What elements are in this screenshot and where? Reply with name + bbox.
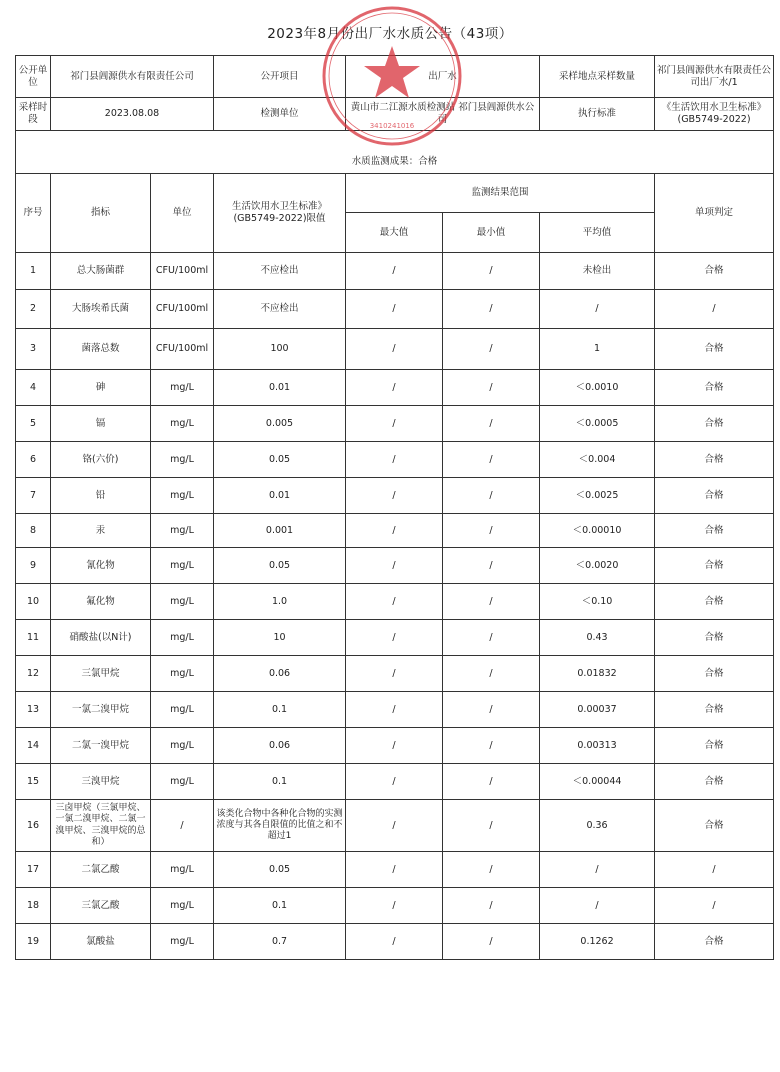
- cell-min: /: [443, 764, 540, 800]
- cell-unit: mg/L: [151, 620, 214, 656]
- cell-max: /: [346, 442, 443, 478]
- cell-no: 1: [16, 253, 51, 290]
- table-row: [16, 764, 774, 800]
- cell-verdict: 合格: [655, 514, 774, 548]
- cell-avg: 未检出: [540, 253, 655, 290]
- cell-verdict: 合格: [655, 584, 774, 620]
- cell-name: 三氯乙酸: [51, 888, 151, 924]
- cell-limit: 10: [214, 620, 346, 656]
- cell-min: /: [443, 924, 540, 960]
- col-range: 监测结果范围: [346, 174, 655, 213]
- cell-min: /: [443, 800, 540, 852]
- cell-verdict: 合格: [655, 800, 774, 852]
- cell-min: /: [443, 442, 540, 478]
- col-unit: 单位: [151, 174, 214, 253]
- cell-max: /: [346, 478, 443, 514]
- cell-min: /: [443, 584, 540, 620]
- cell-unit: mg/L: [151, 888, 214, 924]
- cell-no: 19: [16, 924, 51, 960]
- cell-avg: 0.36: [540, 800, 655, 852]
- cell-no: 18: [16, 888, 51, 924]
- cell-min: /: [443, 656, 540, 692]
- cell-no: 13: [16, 692, 51, 728]
- cell-avg: ＜0.0005: [540, 406, 655, 442]
- cell-limit: 100: [214, 329, 346, 370]
- cell-verdict: /: [655, 888, 774, 924]
- cell-unit: mg/L: [151, 370, 214, 406]
- cell-limit: 0.01: [214, 478, 346, 514]
- cell-unit: CFU/100ml: [151, 329, 214, 370]
- cell-unit: mg/L: [151, 852, 214, 888]
- cell-max: /: [346, 924, 443, 960]
- cell-name: 三氯甲烷: [51, 656, 151, 692]
- cell-name: 二氯乙酸: [51, 852, 151, 888]
- col-no: 序号: [16, 174, 51, 253]
- cell-name: 砷: [51, 370, 151, 406]
- cell-max: /: [346, 728, 443, 764]
- cell-avg: ＜0.0020: [540, 548, 655, 584]
- cell-max: /: [346, 692, 443, 728]
- cell-avg: 1: [540, 329, 655, 370]
- cell-limit: 0.005: [214, 406, 346, 442]
- cell-min: /: [443, 888, 540, 924]
- cell-min: /: [443, 370, 540, 406]
- cell-min: /: [443, 290, 540, 329]
- table-row: [16, 852, 774, 888]
- cell-min: /: [443, 478, 540, 514]
- unit-value: 祁门县阊源供水有限责任公司: [51, 56, 214, 98]
- cell-unit: mg/L: [151, 924, 214, 960]
- cell-max: /: [346, 548, 443, 584]
- cell-max: /: [346, 406, 443, 442]
- cell-avg: ＜0.00010: [540, 514, 655, 548]
- svg-text:3410241016: 3410241016: [369, 122, 415, 130]
- cell-unit: /: [151, 800, 214, 852]
- cell-limit: 不应检出: [214, 290, 346, 329]
- cell-name: 三卤甲烷（三氯甲烷、一氯二溴甲烷、二氯一溴甲烷、三溴甲烷的总和）: [51, 800, 151, 852]
- cell-avg: /: [540, 888, 655, 924]
- cell-max: /: [346, 370, 443, 406]
- cell-limit: 0.05: [214, 548, 346, 584]
- cell-name: 总大肠菌群: [51, 253, 151, 290]
- cell-verdict: 合格: [655, 656, 774, 692]
- cell-no: 11: [16, 620, 51, 656]
- cell-max: /: [346, 620, 443, 656]
- standard-value: 《生活饮用水卫生标准》(GB5749-2022): [655, 98, 774, 131]
- table-row: [16, 728, 774, 764]
- table-row: [16, 253, 774, 290]
- result-text: 水质监测成果：合格: [16, 151, 774, 174]
- cell-name: 二氯一溴甲烷: [51, 728, 151, 764]
- cell-verdict: /: [655, 852, 774, 888]
- cell-max: /: [346, 852, 443, 888]
- cell-min: /: [443, 620, 540, 656]
- cell-unit: mg/L: [151, 514, 214, 548]
- cell-limit: 0.7: [214, 924, 346, 960]
- cell-limit: 不应检出: [214, 253, 346, 290]
- cell-no: 14: [16, 728, 51, 764]
- cell-max: /: [346, 329, 443, 370]
- cell-avg: 0.00037: [540, 692, 655, 728]
- cell-max: /: [346, 253, 443, 290]
- table-row: [16, 800, 774, 852]
- cell-no: 8: [16, 514, 51, 548]
- cell-avg: ＜0.0010: [540, 370, 655, 406]
- cell-unit: mg/L: [151, 478, 214, 514]
- cell-no: 2: [16, 290, 51, 329]
- table-row: [16, 888, 774, 924]
- lab-value: 黄山市二江源水质检测站 祁门县阊源供水公司: [346, 98, 540, 131]
- cell-avg: /: [540, 852, 655, 888]
- cell-name: 汞: [51, 514, 151, 548]
- cell-min: /: [443, 692, 540, 728]
- cell-avg: 0.01832: [540, 656, 655, 692]
- spacer-row: [16, 131, 774, 151]
- col-verdict: 单项判定: [655, 174, 774, 253]
- table-row: [16, 290, 774, 329]
- cell-limit: 0.05: [214, 852, 346, 888]
- table-row: [16, 478, 774, 514]
- cell-name: 硝酸盐(以N计): [51, 620, 151, 656]
- cell-no: 5: [16, 406, 51, 442]
- cell-limit: 1.0: [214, 584, 346, 620]
- page-title: 2023年8月份出厂水水质公告（43项）: [267, 26, 513, 42]
- cell-min: /: [443, 406, 540, 442]
- lab-label: 检测单位: [214, 98, 346, 131]
- cell-max: /: [346, 290, 443, 329]
- cell-unit: mg/L: [151, 764, 214, 800]
- cell-name: 铅: [51, 478, 151, 514]
- cell-avg: ＜0.00044: [540, 764, 655, 800]
- water-quality-table: [15, 55, 774, 960]
- cell-limit: 0.1: [214, 692, 346, 728]
- cell-unit: mg/L: [151, 442, 214, 478]
- table-row: [16, 329, 774, 370]
- standard-label: 执行标准: [540, 98, 655, 131]
- site-value: 祁门县阊源供水有限责任公司出厂水/1: [655, 56, 774, 98]
- cell-verdict: 合格: [655, 478, 774, 514]
- cell-no: 9: [16, 548, 51, 584]
- table-row: [16, 924, 774, 960]
- cell-avg: /: [540, 290, 655, 329]
- cell-no: 3: [16, 329, 51, 370]
- cell-no: 10: [16, 584, 51, 620]
- time-value: 2023.08.08: [51, 98, 214, 131]
- cell-unit: mg/L: [151, 406, 214, 442]
- cell-verdict: 合格: [655, 728, 774, 764]
- cell-unit: mg/L: [151, 548, 214, 584]
- cell-verdict: 合格: [655, 406, 774, 442]
- project-value: 出厂水: [346, 56, 540, 98]
- table-row: [16, 548, 774, 584]
- header-row-unit: [16, 56, 774, 98]
- cell-avg: ＜0.10: [540, 584, 655, 620]
- cell-min: /: [443, 852, 540, 888]
- table-row: [16, 442, 774, 478]
- cell-name: 氰化物: [51, 548, 151, 584]
- cell-min: /: [443, 253, 540, 290]
- table-row: [16, 656, 774, 692]
- cell-max: /: [346, 800, 443, 852]
- cell-max: /: [346, 656, 443, 692]
- cell-no: 15: [16, 764, 51, 800]
- table-row: [16, 620, 774, 656]
- cell-verdict: 合格: [655, 329, 774, 370]
- cell-no: 12: [16, 656, 51, 692]
- result-row: [16, 151, 774, 174]
- cell-max: /: [346, 888, 443, 924]
- cell-limit: 0.1: [214, 764, 346, 800]
- site-label: 采样地点采样数量: [540, 56, 655, 98]
- cell-limit: 0.01: [214, 370, 346, 406]
- cell-max: /: [346, 514, 443, 548]
- time-label: 采样时段: [16, 98, 51, 131]
- cell-name: 大肠埃希氏菌: [51, 290, 151, 329]
- cell-name: 铬(六价): [51, 442, 151, 478]
- cell-verdict: 合格: [655, 442, 774, 478]
- cell-no: 7: [16, 478, 51, 514]
- cell-unit: CFU/100ml: [151, 253, 214, 290]
- cell-min: /: [443, 548, 540, 584]
- cell-verdict: 合格: [655, 764, 774, 800]
- cell-limit: 该类化合物中各种化合物的实测浓度与其各自限值的比值之和不超过1: [214, 800, 346, 852]
- cell-name: 菌落总数: [51, 329, 151, 370]
- cell-limit: 0.06: [214, 656, 346, 692]
- table-row: [16, 370, 774, 406]
- cell-name: 三溴甲烷: [51, 764, 151, 800]
- cell-name: 氟化物: [51, 584, 151, 620]
- cell-verdict: 合格: [655, 692, 774, 728]
- table-row: [16, 584, 774, 620]
- unit-label: 公开单位: [16, 56, 51, 98]
- cell-name: 镉: [51, 406, 151, 442]
- cell-no: 6: [16, 442, 51, 478]
- table-row: [16, 514, 774, 548]
- header-row-time: [16, 98, 774, 131]
- cell-avg: 0.43: [540, 620, 655, 656]
- col-max: 最大值: [346, 213, 443, 253]
- cell-limit: 0.1: [214, 888, 346, 924]
- cell-name: 氯酸盐: [51, 924, 151, 960]
- cell-max: /: [346, 764, 443, 800]
- cell-verdict: 合格: [655, 924, 774, 960]
- table-row: [16, 692, 774, 728]
- cell-no: 16: [16, 800, 51, 852]
- cell-min: /: [443, 329, 540, 370]
- cell-limit: 0.001: [214, 514, 346, 548]
- cell-max: /: [346, 584, 443, 620]
- col-limit: 生活饮用水卫生标准》(GB5749-2022)限值: [214, 174, 346, 253]
- cell-verdict: 合格: [655, 548, 774, 584]
- cell-unit: mg/L: [151, 692, 214, 728]
- column-header-row: [16, 174, 774, 213]
- col-avg: 平均值: [540, 213, 655, 253]
- cell-avg: ＜0.004: [540, 442, 655, 478]
- cell-verdict: /: [655, 290, 774, 329]
- cell-avg: ＜0.0025: [540, 478, 655, 514]
- cell-name: 一氯二溴甲烷: [51, 692, 151, 728]
- cell-no: 17: [16, 852, 51, 888]
- cell-limit: 0.05: [214, 442, 346, 478]
- cell-verdict: 合格: [655, 253, 774, 290]
- cell-verdict: 合格: [655, 620, 774, 656]
- cell-unit: mg/L: [151, 728, 214, 764]
- project-label: 公开项目: [214, 56, 346, 98]
- cell-unit: mg/L: [151, 656, 214, 692]
- cell-avg: 0.1262: [540, 924, 655, 960]
- cell-verdict: 合格: [655, 370, 774, 406]
- table-row: [16, 406, 774, 442]
- cell-min: /: [443, 514, 540, 548]
- cell-unit: mg/L: [151, 584, 214, 620]
- cell-min: /: [443, 728, 540, 764]
- col-min: 最小值: [443, 213, 540, 253]
- cell-unit: CFU/100ml: [151, 290, 214, 329]
- cell-limit: 0.06: [214, 728, 346, 764]
- cell-avg: 0.00313: [540, 728, 655, 764]
- col-indicator: 指标: [51, 174, 151, 253]
- cell-no: 4: [16, 370, 51, 406]
